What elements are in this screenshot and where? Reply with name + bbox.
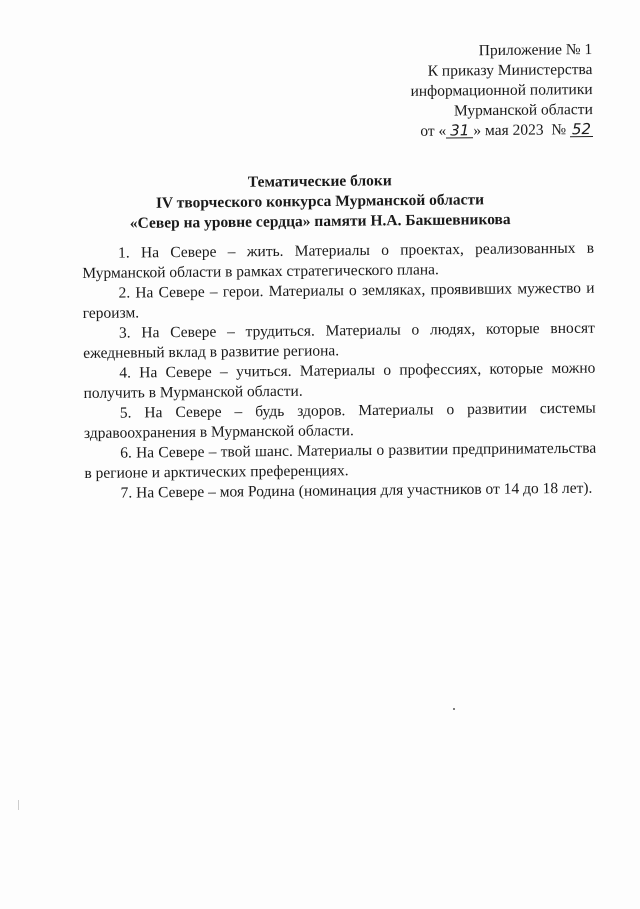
date-prefix: от « [420, 122, 447, 140]
region-name: Мурманской области [453, 100, 593, 120]
handwritten-day: 31 [446, 123, 473, 138]
appendix-label: Приложение № 1 [478, 40, 593, 60]
title-line-3: «Север на уровне сердца» памяти Н.А. Бакшевникова [129, 211, 511, 232]
appendix-header [410, 40, 593, 142]
scan-speck [18, 800, 19, 810]
scan-speck [453, 708, 455, 710]
list-item: 3. На Севере – трудиться. Материалы о людях, которые вносят ежедневный вклад в развитие региона. [83, 319, 595, 362]
handwritten-order-number: 52 [571, 120, 592, 139]
title-line-1: Тематические блоки [247, 172, 392, 191]
number-sign: № [551, 121, 567, 139]
list-item: 7. На Севере – моя Родина (номинация для участников от 14 до 18 лет). [120, 479, 593, 502]
list-item: 5. На Севере – будь здоров. Материалы о развитии системы здравоохранения в Мурманской области. [83, 399, 596, 442]
order-date-line [411, 120, 593, 142]
order-reference: К приказу Министерства [427, 60, 593, 80]
list-item: 2. На Севере – герои. Материалы о земляках, проявивших мужество и героизм. [82, 279, 595, 322]
list-item: 6. На Севере – твой шанс. Материалы о развитии предпринимательства в регионе и арктических преференциях. [84, 439, 597, 482]
date-suffix: » мая 2023 [473, 121, 544, 140]
list-item: 4. На Севере – учиться. Материалы о профессиях, которые можно получить в Мурманской области. [83, 359, 596, 402]
document-title [60, 169, 581, 234]
thematic-blocks-list [82, 239, 597, 504]
title-line-2: IV творческого конкурса Мурманской области [155, 191, 485, 212]
ministry-name: информационной политики [410, 80, 593, 100]
list-item: 1. На Севере – жить. Материалы о проектах, реализованных в Мурманской области в рамках стратегического плана. [82, 239, 595, 282]
